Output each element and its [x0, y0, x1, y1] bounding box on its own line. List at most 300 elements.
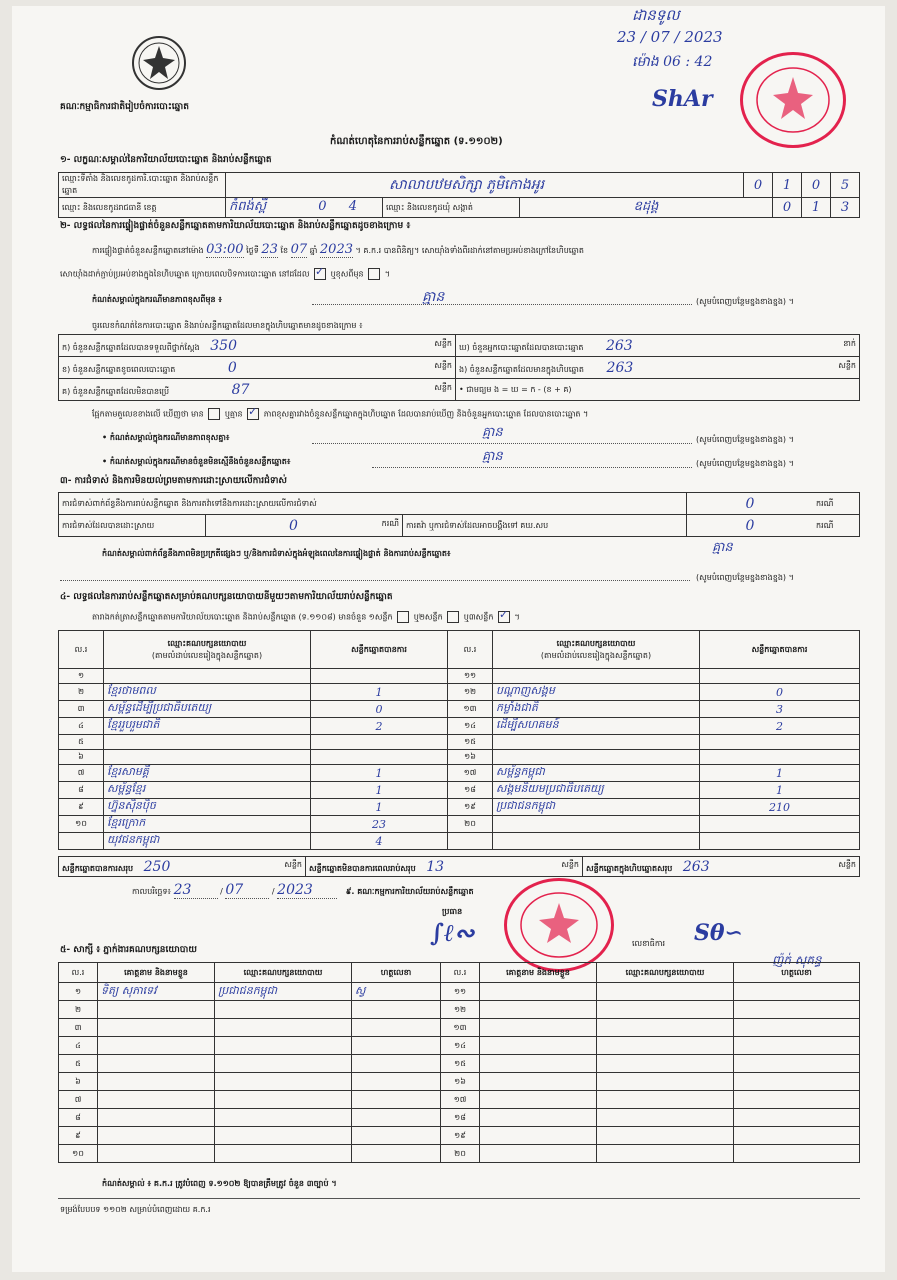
- result-no: ១៦: [448, 750, 493, 765]
- result-no: ៨: [59, 782, 104, 799]
- total-invalid-label: សន្លឹកឆ្នោតមិនបានការពេលរាប់សរុប: [309, 863, 416, 873]
- results-row: [59, 718, 860, 735]
- result-no: ២០: [448, 816, 493, 833]
- witness-party[interactable]: [597, 1127, 734, 1145]
- result-votes[interactable]: 0: [700, 684, 860, 701]
- result-votes[interactable]: 23: [311, 816, 448, 833]
- location-label: [59, 173, 226, 198]
- objection-r1-unit: ករណី: [813, 493, 860, 515]
- witness-name[interactable]: [480, 1109, 597, 1127]
- emblem-icon: [130, 34, 188, 92]
- secretary-name: ញ៉ក់ សុគន្ធ: [772, 953, 822, 967]
- result-party[interactable]: កម្លាំងជាតិ: [493, 701, 700, 718]
- witness-no: ១៧: [441, 1091, 480, 1109]
- witness-signature[interactable]: [734, 1091, 860, 1109]
- sheet-count-c: ឬ៣សន្លឹក: [463, 612, 494, 622]
- witness-signature[interactable]: [352, 1091, 441, 1109]
- result-party[interactable]: ខ្មែររួបរួមជាតិ: [104, 718, 311, 735]
- different-checkbox[interactable]: [368, 268, 380, 280]
- compare-b: ឬគ្មាន: [224, 409, 243, 419]
- witness-row: [59, 1001, 860, 1019]
- objection-r1-value[interactable]: 0: [687, 493, 814, 515]
- result-no: ១២: [448, 684, 493, 701]
- unequal-note-value[interactable]: គ្មាន: [482, 449, 503, 464]
- result-votes[interactable]: 1: [311, 782, 448, 799]
- form-title: កំណត់ហេតុនៃការរាប់សន្លឹកឆ្នោត (ទ.១១០២): [330, 136, 503, 147]
- one-sheet-checkbox[interactable]: [397, 611, 409, 623]
- witness-col-no-left: ល.រ: [59, 963, 98, 983]
- three-sheets-checkbox[interactable]: ✓: [498, 608, 509, 621]
- verification-day[interactable]: 23: [261, 242, 278, 257]
- witness-no: ១០: [59, 1145, 98, 1163]
- province-value[interactable]: [226, 198, 383, 218]
- date-year[interactable]: 2023: [277, 882, 337, 899]
- results-row: [59, 799, 860, 816]
- witness-no: ៣: [59, 1019, 98, 1037]
- witness-signature[interactable]: [352, 1037, 441, 1055]
- result-party[interactable]: [493, 833, 700, 850]
- date-label: កាលបរិច្ឆេទ៖: [132, 887, 172, 896]
- result-party[interactable]: បណ្ដាញសង្គម: [493, 684, 700, 701]
- total-invalid-value[interactable]: 13: [426, 858, 445, 875]
- verification-text-c: ខែ: [280, 246, 289, 255]
- code-digit-3[interactable]: 0: [802, 173, 831, 198]
- unequal-note-dots: [372, 467, 692, 468]
- count-ng: [456, 357, 860, 379]
- witness-row: [59, 1127, 860, 1145]
- results-col-party-right-title: ឈ្មោះគណបក្សនយោបាយ: [556, 638, 636, 648]
- result-no: ១៥: [448, 735, 493, 750]
- result-party[interactable]: សម្ព័ន្ធដើម្បីប្រជាធិបតេយ្យ: [104, 701, 311, 718]
- no-difference-checkbox[interactable]: ✓: [248, 405, 258, 418]
- results-body: [59, 669, 860, 850]
- footer-divider: [58, 1198, 860, 1199]
- result-votes[interactable]: [311, 669, 448, 684]
- location-value[interactable]: [226, 173, 744, 198]
- witness-name[interactable]: [480, 1055, 597, 1073]
- result-party[interactable]: [104, 735, 311, 750]
- objection-r1-label: ការជំទាស់ពាក់ព័ន្ធនឹងការរាប់សន្លឹកឆ្នោត និងការតវ៉ាទៅនឹងការដោះស្រាយលើការជំទាស់: [59, 493, 687, 515]
- location-label-text: ឈ្មោះទីតាំង និងលេខកូដការិ.បោះឆ្នោត និងរាប់សន្លឹកឆ្នោត: [62, 174, 219, 195]
- witness-signature[interactable]: [734, 1037, 860, 1055]
- verification-text-a: ការផ្ទៀងផ្ទាត់ចំនួនសន្លឹកឆ្នោតនៅម៉ោង: [92, 246, 204, 255]
- witness-row: [59, 1019, 860, 1037]
- total-invalid-unit: សន្លឹក: [561, 859, 579, 869]
- result-party[interactable]: ប្រជាជនកម្ពុជា: [493, 799, 700, 816]
- witness-signature[interactable]: [734, 1109, 860, 1127]
- counts-intro: ចូរលេខកំណត់នៃការបោះឆ្នោត និងរាប់សន្លឹកឆ្នោតដែលមានក្នុងហិបឆ្នោតមានដូចខាងក្រោម ៖: [92, 321, 363, 330]
- witness-name[interactable]: [98, 1109, 215, 1127]
- witness-name[interactable]: [98, 1037, 215, 1055]
- objection-r2b-value[interactable]: 0: [687, 515, 814, 537]
- witness-party[interactable]: [597, 1001, 734, 1019]
- witness-col-party-right: ឈ្មោះគណបក្សនយោបាយ: [597, 963, 734, 983]
- witness-signature[interactable]: [734, 1019, 860, 1037]
- result-party[interactable]: ដើម្បីសហគមន៍: [493, 718, 700, 735]
- count-x: [59, 357, 456, 379]
- witness-name[interactable]: [480, 1019, 597, 1037]
- result-votes[interactable]: 1: [311, 765, 448, 782]
- witness-party[interactable]: [215, 1001, 352, 1019]
- witness-no: ២០: [441, 1145, 480, 1163]
- witness-party[interactable]: [215, 1055, 352, 1073]
- result-party[interactable]: សង្គមនិយមប្រជាធិបតេយ្យ: [493, 782, 700, 799]
- same-checkbox[interactable]: ✓: [315, 265, 325, 278]
- result-no: ១៧: [448, 765, 493, 782]
- witness-signature[interactable]: [734, 1073, 860, 1091]
- witness-no: ៥: [59, 1055, 98, 1073]
- count-x-value[interactable]: 0: [227, 359, 237, 376]
- secretary-signature: Sθ∽: [694, 920, 743, 946]
- witness-name[interactable]: [98, 1001, 215, 1019]
- province-code-1[interactable]: 0: [318, 199, 327, 214]
- verification-text-e: ។ គ.ក.រ បានពិនិត្យ។ សោយ៉ាំងទាំងពីរដាក់នៅតាមប្រអប់ខាងក្រៅនៃហិបឆ្នោត: [355, 246, 585, 255]
- total-invalid-cell: [306, 857, 583, 877]
- result-no: ១៣: [448, 701, 493, 718]
- results-row: [59, 782, 860, 799]
- witness-name[interactable]: [480, 1127, 597, 1145]
- total-valid-cell: [59, 857, 306, 877]
- verification-line2: [60, 265, 390, 281]
- result-votes[interactable]: 1: [700, 765, 860, 782]
- count-gh-unit: នាក់: [843, 338, 856, 348]
- result-no: ៩: [59, 799, 104, 816]
- result-no: ១៨: [448, 782, 493, 799]
- witness-name[interactable]: [480, 1073, 597, 1091]
- witness-name[interactable]: [98, 1055, 215, 1073]
- witness-no: ១៥: [441, 1055, 480, 1073]
- result-party[interactable]: យុវជនកម្ពុជា: [104, 833, 311, 850]
- section1-heading: ១- លក្ខណៈសម្គាល់នៃការិយាល័យបោះឆ្នោត និងរាប់សន្លឹកឆ្នោត: [60, 155, 272, 165]
- witness-col-name-left: គោត្តនាម និងនាមខ្លួន: [98, 963, 215, 983]
- verification-time[interactable]: 03:00: [206, 242, 244, 257]
- witness-party[interactable]: [215, 1091, 352, 1109]
- diff-note-hint: (សូមបំពេញបន្ថែមខ្នងខាងខ្នង) ។: [696, 435, 794, 444]
- unequal-note-hint: (សូមបំពេញបន្ថែមខ្នងខាងខ្នង) ។: [696, 459, 794, 468]
- result-party[interactable]: ហ្វ៊ុនស៊ិនប៉ិច: [104, 799, 311, 816]
- counts-table: [58, 334, 860, 401]
- witness-row: [59, 1145, 860, 1163]
- count-g-unit: សន្លឹក: [434, 382, 452, 392]
- results-row: [59, 765, 860, 782]
- result-no: ៣: [59, 701, 104, 718]
- witness-party[interactable]: [597, 1037, 734, 1055]
- witness-name[interactable]: [480, 1037, 597, 1055]
- witness-no: ៧: [59, 1091, 98, 1109]
- count-g-label: គ) ចំនួនសន្លឹកឆ្នោតដែលមិនបានប្រើ: [62, 386, 170, 396]
- province-label-text: ឈ្មោះ និងលេខកូដរាជធានី ខេត្ត: [62, 202, 157, 212]
- form-page: [12, 6, 885, 1272]
- result-votes[interactable]: 4: [311, 833, 448, 850]
- result-votes[interactable]: 1: [311, 799, 448, 816]
- results-table: [58, 630, 860, 850]
- witness-col-party-left: ឈ្មោះគណបក្សនយោបាយ: [215, 963, 352, 983]
- witness-party[interactable]: [597, 1019, 734, 1037]
- witness-party[interactable]: [597, 1145, 734, 1163]
- sheet-count-line: [92, 608, 520, 624]
- result-party[interactable]: [493, 816, 700, 833]
- result-party[interactable]: ខ្មែរក្រោក: [104, 816, 311, 833]
- witness-signature[interactable]: [352, 1073, 441, 1091]
- witness-no: ១: [59, 983, 98, 1001]
- code-digit-2[interactable]: 1: [773, 173, 802, 198]
- seal-note-dots: [312, 304, 692, 305]
- result-party[interactable]: [493, 669, 700, 684]
- section2-heading: ២- លទ្ធផលនៃការផ្ទៀងផ្ទាត់ចំនួនសន្លឹកឆ្នោតតាមការិយាល័យបោះឆ្នោត និងរាប់សន្លឹកឆ្នោតដូចខាងក្រោម ៖: [60, 221, 411, 231]
- witness-no: ១៣: [441, 1019, 480, 1037]
- count-x-unit: សន្លឹក: [434, 360, 452, 370]
- witness-party[interactable]: [215, 1073, 352, 1091]
- compare-line: [92, 405, 589, 421]
- result-no: ១: [59, 669, 104, 684]
- witness-name[interactable]: [480, 1091, 597, 1109]
- sheet-count-a: តារាងកត់ត្រាសន្លឹកឆ្នោតតាមការិយាល័យបោះឆ្នោត និងរាប់សន្លឹកឆ្នោត (ទ.១១០៨) មានចំនួន ១សន្លឹក: [92, 612, 393, 622]
- witness-no: ១២: [441, 1001, 480, 1019]
- witness-signature[interactable]: [352, 1019, 441, 1037]
- has-difference-checkbox[interactable]: [208, 408, 220, 420]
- witness-signature[interactable]: ស្វ: [352, 983, 441, 1001]
- result-votes[interactable]: 2: [700, 718, 860, 735]
- total-valid-unit: សន្លឹក: [284, 859, 302, 869]
- diff-note-dots: [312, 443, 692, 444]
- code-digit-4[interactable]: 5: [831, 173, 860, 198]
- witness-signature[interactable]: [734, 1127, 860, 1145]
- witness-signature[interactable]: [352, 1109, 441, 1127]
- witness-party[interactable]: ប្រជាជនកម្ពុជា: [215, 983, 352, 1001]
- province-value-text: កំពង់ស្ពឺ: [229, 199, 267, 214]
- total-valid-label: សន្លឹកឆ្នោតបានការសរុប: [62, 863, 134, 873]
- witness-signature[interactable]: [352, 1145, 441, 1163]
- compare-a: ផ្អែកតាមតួលេខខាងលើ ឃើញថា មាន: [92, 409, 204, 419]
- result-votes[interactable]: 0: [311, 701, 448, 718]
- objection-r2-value-cell: [206, 515, 403, 537]
- witness-signature[interactable]: [352, 1127, 441, 1145]
- seal-note-label: កំណត់សម្គាល់ក្នុងករណីមានភាពខុសពីមុន ៖: [92, 295, 222, 304]
- witness-party[interactable]: [597, 983, 734, 1001]
- location-value-text: សាលាបឋមសិក្សា ភូមិកោងអូរ: [389, 176, 545, 193]
- results-col-votes-right: សន្លឹកឆ្នោតបានការ: [700, 631, 860, 669]
- result-no: ៤: [59, 718, 104, 735]
- witness-signature[interactable]: [734, 1145, 860, 1163]
- diff-note-value[interactable]: គ្មាន: [482, 425, 503, 440]
- witness-signature[interactable]: [352, 1055, 441, 1073]
- result-no: ២: [59, 684, 104, 701]
- result-votes[interactable]: [700, 750, 860, 765]
- witness-signature[interactable]: [734, 983, 860, 1001]
- result-party[interactable]: [104, 750, 311, 765]
- witness-col-sign-left: ហត្ថលេខា: [352, 963, 441, 983]
- unequal-note-label: • កំណត់សម្គាល់ក្នុងករណីមានចំនួនមិនស្មើ​នឹងចំនួនសន្លឹកឆ្នោត៖: [102, 457, 291, 466]
- witness-row: [59, 983, 860, 1001]
- province-code-2[interactable]: 4: [348, 199, 357, 214]
- result-votes[interactable]: 3: [700, 701, 860, 718]
- witness-party[interactable]: [597, 1073, 734, 1091]
- totals-row: [58, 856, 860, 877]
- verification-month[interactable]: 07: [290, 242, 308, 257]
- commune-code-1[interactable]: 0: [773, 198, 802, 218]
- result-votes[interactable]: [700, 816, 860, 833]
- witness-signature[interactable]: [352, 1001, 441, 1019]
- code-digit-1[interactable]: 0: [744, 173, 773, 198]
- result-party[interactable]: ខ្មែរសាមគ្គី: [104, 765, 311, 782]
- count-ng-label: ង) ចំនួនសន្លឹកឆ្នោតដែលមានក្នុងហិបឆ្នោត: [459, 364, 584, 374]
- witness-name[interactable]: [98, 1091, 215, 1109]
- witness-col-no-right: ល.រ: [441, 963, 480, 983]
- count-g-value[interactable]: 87: [231, 381, 250, 398]
- witness-no: ១១: [441, 983, 480, 1001]
- date-day[interactable]: 23: [174, 882, 218, 899]
- results-col-party-right-sub: (តាមលំដាប់លេខរៀងក្នុងសន្លឹកឆ្នោត): [540, 650, 652, 660]
- irregularity-note-value[interactable]: គ្មាន: [712, 540, 733, 555]
- result-party[interactable]: សម្ព័ន្ធកម្ពុជា: [493, 765, 700, 782]
- result-party[interactable]: ខ្មែរថាមពល: [104, 684, 311, 701]
- count-ng-value[interactable]: 263: [606, 359, 634, 376]
- objections-table: [58, 492, 860, 537]
- result-votes[interactable]: 1: [700, 782, 860, 799]
- result-votes[interactable]: [700, 735, 860, 750]
- witness-name[interactable]: ទិត្យ សុភាទេវ: [98, 983, 215, 1001]
- total-box-value[interactable]: 263: [682, 858, 710, 875]
- section3-heading: ៣- ការជំទាស់ និងការមិនយល់ព្រមតាមការដោះស្រាយលើការជំទាស់: [60, 476, 287, 486]
- witness-party[interactable]: [215, 1109, 352, 1127]
- count-x-label: ខ) ចំនួនសន្លឹកឆ្នោតខូចពេលបោះឆ្នោត: [62, 364, 176, 374]
- witness-party[interactable]: [215, 1037, 352, 1055]
- witness-body: [59, 983, 860, 1163]
- witness-party[interactable]: [597, 1055, 734, 1073]
- result-no: ១១: [448, 669, 493, 684]
- witness-party[interactable]: [597, 1109, 734, 1127]
- commune-code-3[interactable]: 3: [831, 198, 860, 218]
- section5-heading: ៥- សាក្សី ៖ ភ្នាក់ងារគណបក្សនយោបាយ: [60, 945, 197, 955]
- objection-r2-unit: ករណី: [381, 518, 399, 528]
- witness-no: ៦: [59, 1073, 98, 1091]
- verification-line2-b: ឬខុសពីមុន: [330, 269, 364, 279]
- count-ng-unit: សន្លឹក: [838, 360, 856, 370]
- verification-line2-text: សោយ៉ាំងដាក់ភ្ជាប់ប្រអប់ខាងក្នុងនៃហិបឆ្នោត ក្រោយពេលបិទការបោះឆ្នោត នៅដដែល: [60, 269, 310, 279]
- witness-row: [59, 1073, 860, 1091]
- witness-party[interactable]: [215, 1019, 352, 1037]
- objection-r2b-label: ការតវ៉ា ឬការជំទាស់ដែលអាចបង្គឹងទៅ គឃ.សប: [403, 515, 687, 537]
- result-party[interactable]: សម្ព័ន្ធខ្មែរ: [104, 782, 311, 799]
- result-no: ១០: [59, 816, 104, 833]
- result-votes[interactable]: 2: [311, 718, 448, 735]
- witness-row: [59, 1091, 860, 1109]
- count-gh: [456, 335, 860, 357]
- result-no: [59, 833, 104, 850]
- objection-r2-value[interactable]: 0: [289, 517, 298, 534]
- handwritten-receipt-line1: ដានទូល: [632, 6, 680, 24]
- org-name: គណៈកម្មាធិការជាតិរៀបចំការបោះឆ្នោត: [60, 102, 189, 112]
- results-row: [59, 735, 860, 750]
- witness-party[interactable]: [597, 1091, 734, 1109]
- commune-code-2[interactable]: 1: [802, 198, 831, 218]
- result-votes[interactable]: [700, 833, 860, 850]
- two-sheets-checkbox[interactable]: [447, 611, 459, 623]
- witness-name[interactable]: [98, 1019, 215, 1037]
- verification-line1: [92, 242, 584, 258]
- results-col-party-left-title: ឈ្មោះគណបក្សនយោបាយ: [167, 638, 247, 648]
- handwritten-receipt-line3: ម៉ោង 06 : 42: [632, 54, 713, 70]
- total-valid-value[interactable]: 250: [143, 858, 171, 875]
- verification-text-d: ឆ្នាំ: [309, 246, 318, 255]
- witness-name[interactable]: [480, 1001, 597, 1019]
- witness-no: ១៨: [441, 1109, 480, 1127]
- chair-label: ប្រធាន: [442, 907, 463, 916]
- result-votes[interactable]: [311, 750, 448, 765]
- witness-name[interactable]: [98, 1127, 215, 1145]
- count-g: [59, 379, 456, 401]
- count-k-label: ក) ចំនួនសន្លឹកឆ្នោតដែលបានទទួលពីថ្នាក់ស្ដែង: [62, 342, 200, 352]
- witness-signature[interactable]: [734, 1001, 860, 1019]
- count-k-value[interactable]: 350: [210, 337, 237, 354]
- results-row: [59, 669, 860, 684]
- section1-table: [58, 172, 860, 218]
- handwritten-receipt-line2: 23 / 07 / 2023: [617, 28, 723, 46]
- date-month[interactable]: 07: [225, 882, 269, 899]
- witness-row: [59, 1037, 860, 1055]
- witness-no: ៤: [59, 1037, 98, 1055]
- form-footer: ទម្រង់បែបបទ ១១០២ សម្រាប់បំពេញដោយ គ.ក.រ: [60, 1205, 211, 1214]
- result-party[interactable]: [493, 750, 700, 765]
- results-col-party-left-sub: (តាមលំដាប់លេខរៀងក្នុងសន្លឹកឆ្នោត): [151, 650, 263, 660]
- province-label: [59, 198, 226, 218]
- witness-name[interactable]: [480, 983, 597, 1001]
- signature-top: ShAr: [652, 86, 713, 112]
- seal-note-value[interactable]: គ្មាន: [422, 289, 445, 305]
- commune-value-text: ឧដុង្គ: [633, 199, 659, 214]
- result-votes[interactable]: 1: [311, 684, 448, 701]
- witness-name[interactable]: [98, 1073, 215, 1091]
- result-no: ៦: [59, 750, 104, 765]
- count-formula: • ជាមធ្យម ង = ឃ = ក - (ខ + គ): [456, 379, 860, 401]
- total-box-cell: [583, 857, 860, 877]
- commune-value[interactable]: [520, 198, 773, 218]
- witness-no: ៨: [59, 1109, 98, 1127]
- witness-party[interactable]: [215, 1127, 352, 1145]
- witness-name[interactable]: [480, 1145, 597, 1163]
- witness-no: ១៦: [441, 1073, 480, 1091]
- witness-party[interactable]: [215, 1145, 352, 1163]
- footnote: កំណត់សម្គាល់ ៖ គ.ក.រ ត្រូវបំពេញ ទ.១១០២ ឱ្យបានត្រឹមត្រូវ ចំនួន ៣ច្បាប់ ។: [102, 1179, 337, 1188]
- irregularity-hint: (សូមបំពេញបន្ថែមខ្នងខាងខ្នង) ។: [696, 573, 794, 582]
- result-party[interactable]: [104, 669, 311, 684]
- diff-note-label: • កំណត់សម្គាល់ក្នុងករណីមានភាពខុសគ្នា៖: [102, 433, 230, 442]
- witness-col-name-right: គោត្តនាម និងនាមខ្លួន: [480, 963, 597, 983]
- results-row: [59, 833, 860, 850]
- results-row: [59, 816, 860, 833]
- witness-no: ១៩: [441, 1127, 480, 1145]
- result-votes[interactable]: [700, 669, 860, 684]
- verification-year[interactable]: 2023: [319, 242, 353, 257]
- compare-c: ភាពខុសគ្នារវាងចំនួនសន្លឹកឆ្នោតក្នុងហិបឆ្នោត ដែលបានរាប់ឃើញ និងចំនួនអ្នកបោះឆ្នោត ដែលបានបោះឆ្នោត ។: [263, 409, 589, 419]
- commune-label-text: ឈ្មោះ និងលេខកូដឃុំ សង្កាត់: [386, 202, 473, 212]
- results-col-party-right: [493, 631, 700, 669]
- result-votes[interactable]: [311, 735, 448, 750]
- count-k: [59, 335, 456, 357]
- chair-signature: ∫ℓ∾: [430, 918, 475, 947]
- result-votes[interactable]: 210: [700, 799, 860, 816]
- committee-label: ៩. គណៈកម្មការការិយាល័យរាប់សន្លឹកឆ្នោត: [345, 887, 474, 896]
- witness-signature[interactable]: [734, 1055, 860, 1073]
- count-gh-value[interactable]: 263: [605, 337, 633, 354]
- result-party[interactable]: [493, 735, 700, 750]
- results-col-party-left: [104, 631, 311, 669]
- section4-heading: ៤- លទ្ធផលនៃការរាប់សន្លឹកឆ្នោតសម្រាប់គណបក្សនយោបាយនីមួយៗតាមការិយាល័យរាប់សន្លឹកឆ្នោត: [60, 592, 393, 602]
- witness-table: [58, 962, 860, 1163]
- result-no: ១៩: [448, 799, 493, 816]
- witness-no: ២: [59, 1001, 98, 1019]
- witness-name[interactable]: [98, 1145, 215, 1163]
